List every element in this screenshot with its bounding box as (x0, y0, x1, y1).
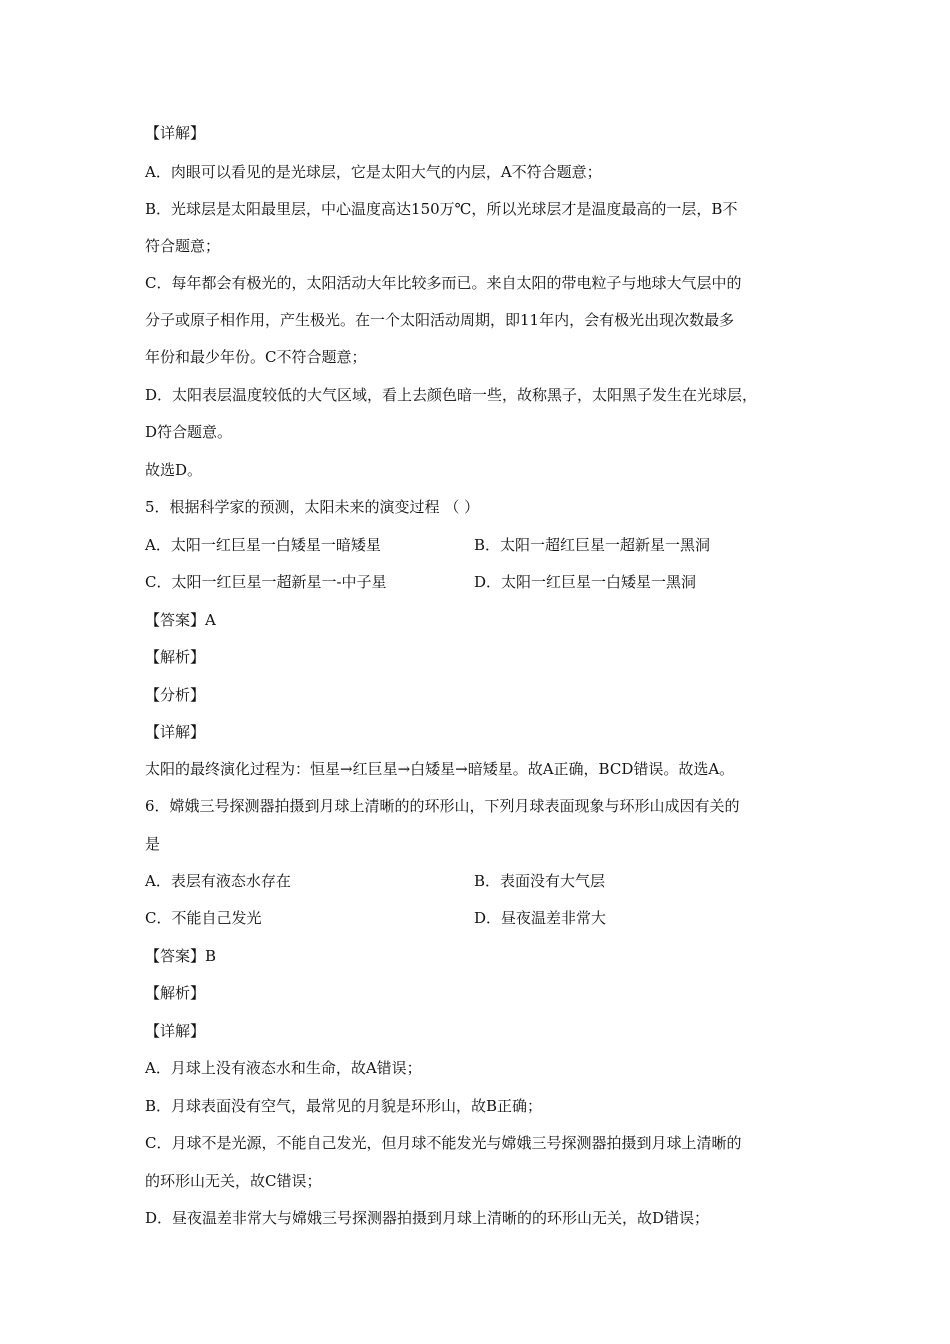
q4-explanation-b-line1: B．光球层是太阳最里层，中心温度高达150万℃，所以光球层才是温度最高的一层，B不 (145, 200, 738, 218)
q4-detail-heading: 【详解】 (145, 124, 206, 142)
q6-explanation-c-line1: C．月球不是光源，不能自己发光，但月球不能发光与嫦娥三号探测器拍摄到月球上清晰的 (145, 1134, 742, 1152)
q6-option-a: A．表层有液态水存在 (145, 872, 291, 890)
q6-detail-heading: 【详解】 (145, 1022, 206, 1040)
q4-explanation-b-line2: 符合题意； (145, 237, 221, 255)
q4-choice: 故选D。 (145, 461, 203, 479)
q4-explanation-a: A．肉眼可以看见的是光球层，它是太阳大气的内层，A不符合题意； (145, 163, 602, 181)
q5-fenxi-heading: 【分析】 (145, 686, 206, 704)
q5-option-a: A．太阳一红巨星一白矮星一暗矮星 (145, 536, 381, 554)
q6-explanation-b: B．月球表面没有空气，最常见的月貌是环形山，故B正确； (145, 1097, 543, 1115)
q6-option-d: D．昼夜温差非常大 (474, 909, 607, 927)
q6-stem-line1: 6．嫦娥三号探测器拍摄到月球上清晰的的环形山，下列月球表面现象与环形山成因有关的 (145, 797, 740, 815)
q5-detail: 太阳的最终演化过程为：恒星→红巨星→白矮星→暗矮星。故A正确，BCD错误。故选A。 (145, 760, 735, 778)
q5-detail-heading: 【详解】 (145, 723, 206, 741)
q6-stem-line2: 是 (145, 835, 161, 853)
q4-explanation-c-line2: 分子或原子相作用，产生极光。在一个太阳活动周期，即11年内，会有极光出现次数最多 (145, 311, 735, 329)
q4-explanation-d-line1: D．太阳表层温度较低的大气区域，看上去颜色暗一些，故称黑子，太阳黑子发生在光球层， (145, 386, 758, 404)
q5-option-b: B．太阳一超红巨星一超新星一黑洞 (474, 536, 711, 554)
q5-stem: 5．根据科学家的预测，太阳未来的演变过程 （ ） (145, 498, 480, 516)
q5-answer: 【答案】A (145, 611, 216, 629)
q6-answer: 【答案】B (145, 947, 217, 965)
q6-option-c: C．不能自己发光 (145, 909, 262, 927)
q6-explanation-d: D．昼夜温差非常大与嫦娥三号探测器拍摄到月球上清晰的的环形山无关，故D错误； (145, 1209, 710, 1227)
q6-analysis-heading: 【解析】 (145, 984, 206, 1002)
q5-option-d: D．太阳一红巨星一白矮星一黑洞 (474, 573, 697, 591)
q4-explanation-d-line2: D符合题意。 (145, 423, 233, 441)
q6-explanation-c-line2: 的环形山无关，故C错误； (145, 1172, 322, 1190)
q5-option-c: C．太阳一红巨星一超新星一-中子星 (145, 573, 387, 591)
q6-option-b: B．表面没有大气层 (474, 872, 606, 890)
q5-analysis-heading: 【解析】 (145, 648, 206, 666)
q4-explanation-c-line3: 年份和最少年份。C不符合题意； (145, 348, 367, 366)
q6-explanation-a: A．月球上没有液态水和生命，故A错误； (145, 1059, 422, 1077)
q4-explanation-c-line1: C．每年都会有极光的，太阳活动大年比较多而已。来自太阳的带电粒子与地球大气层中的 (145, 274, 742, 292)
